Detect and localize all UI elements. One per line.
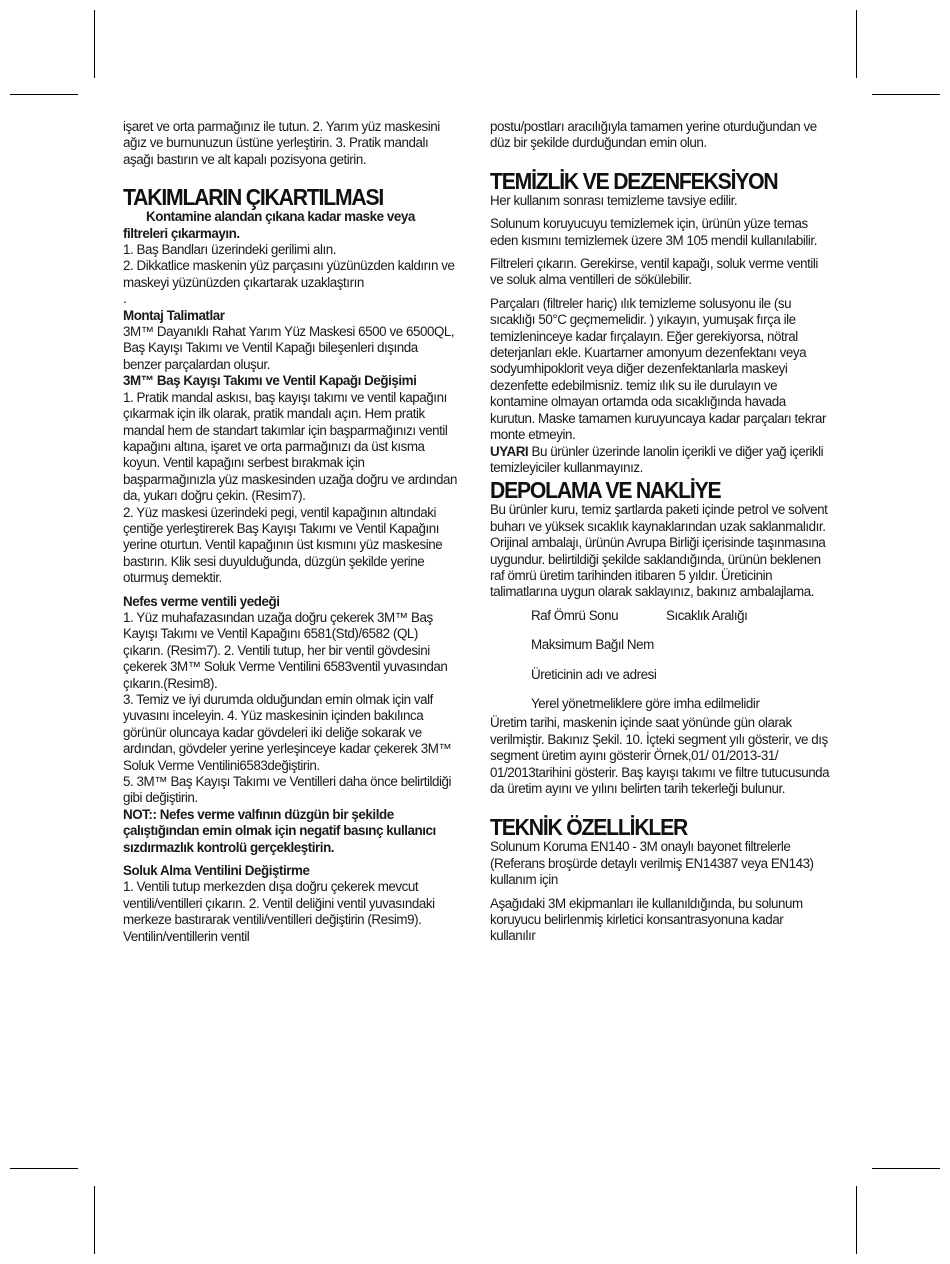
crop-mark-top-right-v bbox=[856, 10, 857, 78]
symbol-disposal-label: Yerel yönetmeliklere göre imha edilmelidir bbox=[531, 695, 760, 711]
symbol-row-shelf-temp bbox=[531, 608, 830, 624]
inhale-text: 1. Ventili tutup merkezden dışa doğru çekerek mevcut ventili/ventilleri çıkarın. 2. Ventil deliğini ventil yuvasındaki merkeze bastırarak ventili/ventilleri değiştirin (Resim9). Ventilin/ventillerin ventil bbox=[123, 879, 435, 944]
headband-step-2: 2. Yüz maskesi üzerindeki pegi, ventil kapağının altındaki çentiğe yerleştirerek Baş Kayışı Takımı ve Ventil Kapağını yerine oturtun. Ventil kapağının üst kısmını yüz maskesine bastırın. Klik sesi duyulduğunda, düzgün şekilde yerine oturmuş demektir. bbox=[123, 504, 443, 586]
cleaning-heading: TEMİZLİK VE DEZENFEKSİYON bbox=[490, 167, 778, 194]
removal-step-2: 2. Dikkatlice maskenin yüz parçasını yüzünüzden kaldırın ve maskeyi yüzünüzden çıkartarak uzaklaştırın bbox=[123, 258, 455, 290]
removal-dot: . bbox=[123, 291, 127, 307]
continued-paragraph: postu/postları aracılığıyla tamamen yerine oturduğundan ve düz bir şekilde durduğundan emin olun. bbox=[490, 119, 817, 151]
crop-mark-top-right-h bbox=[872, 94, 940, 95]
tech-heading: TEKNİK ÖZELLİKLER bbox=[490, 814, 688, 841]
exhale-step-1: 1. Yüz muhafazasından uzağa doğru çekerek 3M™ Baş Kayışı Takımı ve Ventil Kapağını 6581(Std)/6582 (QL) çıkarın. (Resim7). 2. Ventili tutup, her bir ventil gövdesini çekerek 3M™ Soluk Verme Ventilini 6583ventil yuvasından çıkarın.(Resim8). bbox=[123, 609, 448, 691]
cleaning-paragraph-3: Filtreleri çıkarın. Gerekirse, ventil kapağı, soluk verme ventili ve soluk alma ventilleri de sökülebilir. bbox=[490, 256, 818, 288]
crop-mark-bottom-left-v bbox=[94, 1186, 95, 1254]
exhale-heading: Nefes verme ventili yedeği bbox=[123, 593, 280, 609]
tech-paragraph-2: Aşağıdaki 3M ekipmanları ile kullanıldığında, bu solunum koruyucu belirlenmiş kirletici konsantrasyonuna kadar kullanılır bbox=[490, 895, 803, 944]
right-column bbox=[490, 119, 830, 945]
assembly-text: 3M™ Dayanıklı Rahat Yarım Yüz Maskesi 6500 ve 6500QL, Baş Kayışı Takımı ve Ventil Kapağı bileşenleri dışında benzer parçalardan oluşur. bbox=[123, 324, 455, 372]
symbol-manufacturer-label: Üreticinin adı ve adresi bbox=[531, 666, 657, 682]
removal-heading: TAKIMLARIN ÇIKARTILMASI bbox=[123, 184, 384, 211]
assembly-heading: Montaj Talimatlar bbox=[123, 307, 225, 323]
crop-mark-top-left-h bbox=[10, 94, 78, 95]
cleaning-paragraph-4: Parçaları (filtreler hariç) ılık temizleme solusyonu ile (su sıcaklığı 50°C geçmemelidir. ) yıkayın, yumuşak fırça ile temizleninceye kadar fırçalayın. Eğer gerekiyorsa, nötral deterjanları ekle. Kuartarner amonyum dezenfektanı veya sodyumhipoklorit veya diğer dezenfektanlarla maskeyi dezenfette edebilmisniz. temiz ılık su ile durulayın ve kontamine olmayan ortamda oda sıcaklığında havada kurutun. Maske tamamen kuruyuncaya kadar parçaları tekrar monte etmeyin. bbox=[490, 295, 827, 443]
tech-paragraph-1: Solunum Koruma EN140 - 3M onaylı bayonet filtrelerle (Referans broşürde detaylı verilmiş EN14387 veya EN143) kullanım için bbox=[490, 839, 814, 888]
exhale-step-5: 5. 3M™ Baş Kayışı Takımı ve Ventilleri daha önce belirtildiği gibi değiştirin. bbox=[123, 774, 452, 806]
warning-label: UYARI bbox=[490, 443, 529, 459]
exhale-step-3: 3. Temiz ve iyi durumda olduğundan emin olmak için valf yuvasını inceleyin. 4. Yüz maskesinin içinden bakılınca görünür oluncaya kadar gövdeleri iki deliğe sokarak ve ardından, gövdeler yerine yerleşinceye kadar çekerek 3M™ Soluk Verme Ventilini6583değiştirin. bbox=[123, 692, 452, 773]
symbol-temperature-label: Sıcaklık Aralığı bbox=[666, 607, 748, 623]
cleaning-paragraph-2: Solunum koruyucuyu temizlemek için, ürünün yüze temas eden kısmını temizlemek üzere 3M 105 mendil kullanılabilir. bbox=[490, 216, 817, 248]
warning-paragraph bbox=[490, 444, 830, 477]
headband-step-1: 1. Pratik mandal askısı, baş kayışı takımı ve ventil kapağını çıkarmak için ilk olarak, pratik mandalı açın. Hem pratik mandal hem de standart takımlar için başparmağınızı ventil kapağını altına, işaret ve orta parmağınızı da üst kısma koyun. Ventil kapağını serbest bırakmak için başparmağınızla yüz maskesinden uzağa doğru ve ardından da, yukarı doğru çekin. (Resim7). bbox=[123, 389, 458, 504]
storage-heading: DEPOLAMA VE NAKLİYE bbox=[490, 477, 721, 504]
storage-paragraph-1: Bu ürünler kuru, temiz şartlarda paketi içinde petrol ve solvent buharı ve yüksek sıcaklık kaynaklarından uzak saklanmalıdır. Orijinal ambalajı, ürünün Avrupa Birliği içerisinde taşınmasına uygundur. belirtildiği şekilde saklandığında, ürünün beklenen raf ömrü üretim tarihinden itibaren 5 yıldır. Üreticinin talimatlarına uygun olarak saklayınız, bakınız ambalajlama. bbox=[490, 502, 828, 600]
symbol-humidity-label: Maksimum Bağıl Nem bbox=[531, 637, 654, 653]
left-column bbox=[123, 119, 458, 945]
removal-warning: Kontamine alandan çıkana kadar maske veya filtreleri çıkarmayın. bbox=[123, 209, 415, 241]
storage-paragraph-2: Üretim tarihi, maskenin içinde saat yönünde gün olarak verilmiştir. Bakınız Şekil. 10. İçteki segment yılı gösterir, ve dış segment üretim ayını gösterir Örnek,01/ 01/2013-31/ 01/2013tarihini gösterir. Baş kayışı takımı ve filtre tutucusunda da üretim ayını ve yılını belirten tarih tekerleği bulunur. bbox=[490, 715, 830, 796]
intro-paragraph: işaret ve orta parmağınız ile tutun. 2. Yarım yüz maskesini ağız ve burnunuzun üstüne yerleştirin. 3. Pratik mandalı aşağı bastırın ve alt kapalı pozisyona getirin. bbox=[123, 119, 440, 167]
removal-step-1: 1. Baş Bandları üzerindeki gerilimi alın. bbox=[123, 242, 337, 258]
crop-mark-bottom-right-h bbox=[872, 1168, 940, 1169]
crop-mark-bottom-right-v bbox=[856, 1186, 857, 1254]
exhale-note: NOT:: Nefes verme valfının düzgün bir şekilde çalıştığından emin olmak için negatif basınç kullanıcı sızdırmazlık kontrolü gerçekleştirin. bbox=[123, 806, 436, 855]
cleaning-paragraph-1: Her kullanım sonrası temizleme tavsiye edilir. bbox=[490, 192, 738, 208]
warning-text: Bu ürünler üzerinde lanolin içerikli ve diğer yağ içerikli temizleyiciler kullanmayınız. bbox=[490, 443, 824, 475]
inhale-heading: Soluk Alma Ventilini Değiştirme bbox=[123, 863, 310, 879]
headband-heading: 3M™ Baş Kayışı Takımı ve Ventil Kapağı Değişimi bbox=[123, 373, 417, 389]
crop-mark-top-left-v bbox=[94, 10, 95, 78]
symbol-shelf-life-label: Raf Ömrü Sonu bbox=[531, 607, 619, 623]
crop-mark-bottom-left-h bbox=[10, 1168, 78, 1169]
